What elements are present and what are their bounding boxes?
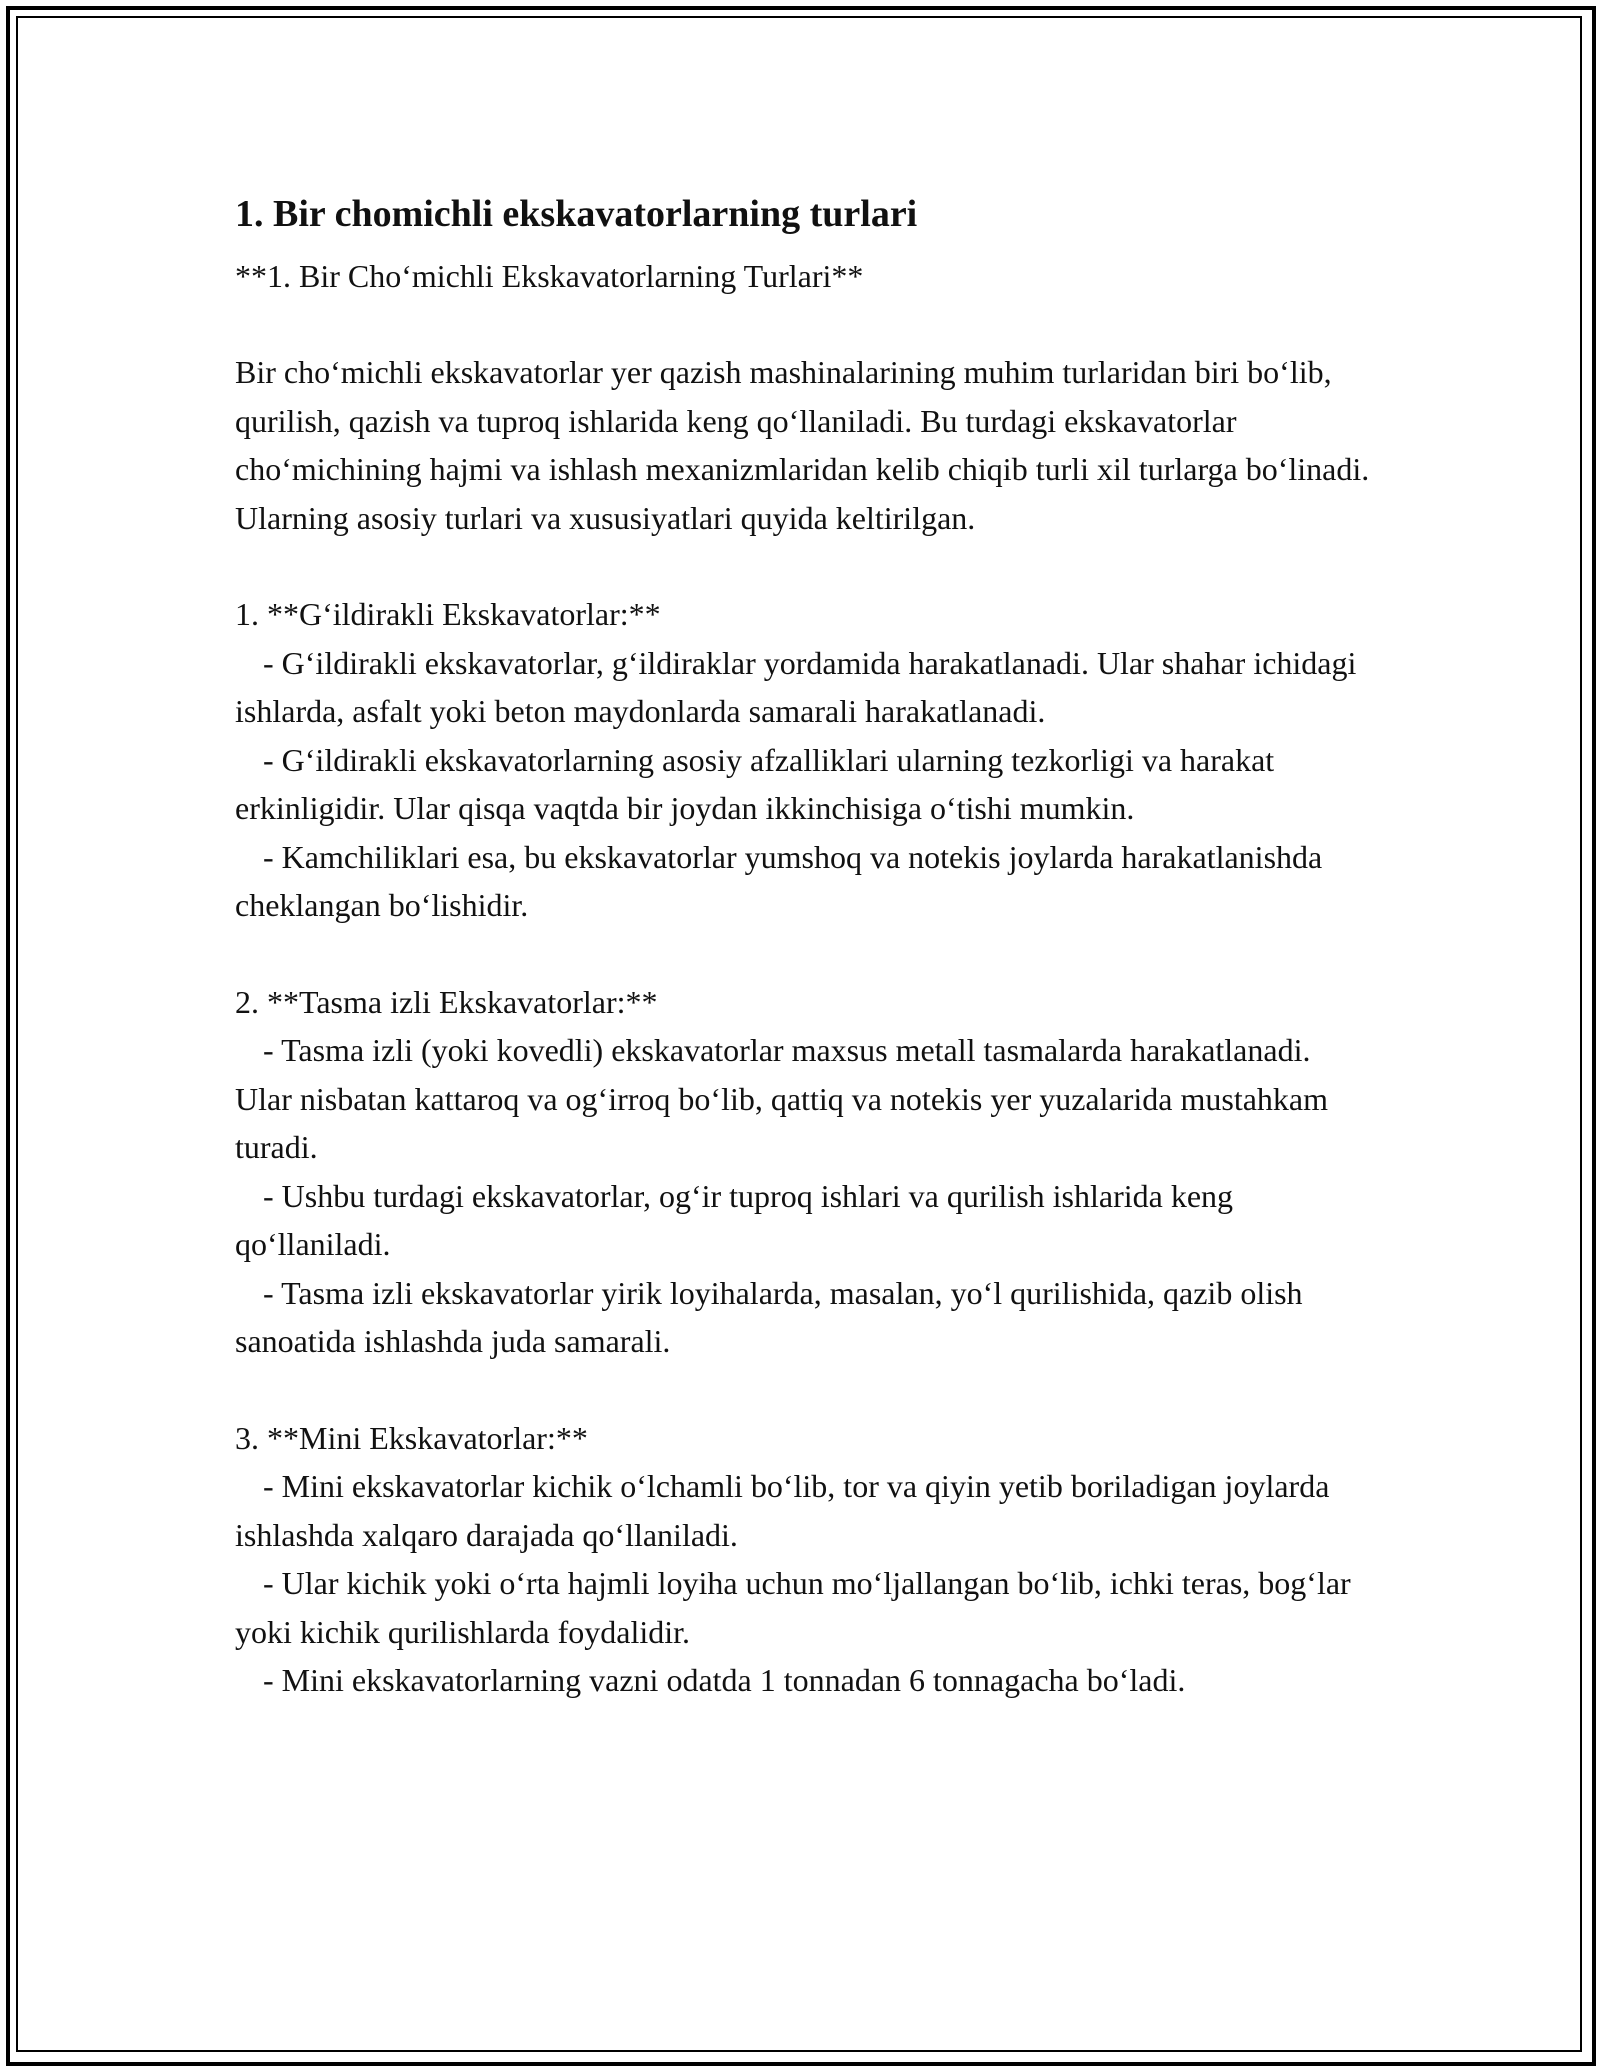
document-title: 1. Bir chomichli ekskavatorlarning turlari <box>235 193 918 235</box>
list-item: - Tasma izli (yoki kovedli) ekskavatorlar maxsus metall tasmalarda harakatlanadi. Ular nisbatan kattaroq va og‘irroq bo‘lib, qattiq va notekis yer yuzalarida mustahkam turadi. <box>235 1032 1328 1165</box>
document-subtitle: **1. Bir Cho‘michli Ekskavatorlarning Turlari** <box>235 258 864 294</box>
section-heading: 1. **G‘ildirakli Ekskavatorlar:** <box>235 596 661 632</box>
section-heading: 3. **Mini Ekskavatorlar:** <box>235 1419 588 1456</box>
list-item: - Ular kichik yoki o‘rta hajmli loyiha uchun mo‘ljallangan bo‘lib, ichki teras, bog‘lar yoki kichik qurilishlarda foydalidir. <box>235 1565 1351 1650</box>
section-wheeled-excavators <box>235 590 1375 930</box>
document-body <box>235 186 1375 1705</box>
section-tracked-excavators <box>235 978 1375 1366</box>
list-item: - G‘ildirakli ekskavatorlar, g‘ildiraklar yordamida harakatlanadi. Ular shahar ichidagi ishlarda, asfalt yoki beton maydonlarda samarali harakatlanadi. <box>235 644 1357 729</box>
section-heading: 2. **Tasma izli Ekskavatorlar:** <box>235 983 658 1020</box>
list-item: - Ushbu turdagi ekskavatorlar, og‘ir tuproq ishlari va qurilish ishlarida keng qo‘llaniladi. <box>235 1177 1234 1262</box>
intro-paragraph: Bir cho‘michli ekskavatorlar yer qazish mashinalarining muhim turlaridan biri bo‘lib, qurilish, qazish va tuproq ishlarida keng qo‘llaniladi. Bu turdagi ekskavatorlar cho‘michining hajmi va ishlash mexanizmlaridan kelib chiqib turli xil turlarga bo‘linadi. Ularning asosiy turlari va xususiyatlari quyida keltirilgan. <box>235 354 1370 536</box>
list-item: - G‘ildirakli ekskavatorlarning asosiy afzalliklari ularning tezkorligi va harakat erkinligidir. Ular qisqa vaqtda bir joydan ikkinchisiga o‘tishi mumkin. <box>235 741 1275 826</box>
list-item: - Mini ekskavatorlarning vazni odatda 1 tonnadan 6 tonnagacha bo‘ladi. <box>263 1662 1186 1698</box>
list-item: - Mini ekskavatorlar kichik o‘lchamli bo‘lib, tor va qiyin yetib boriladigan joylarda ishlashda xalqaro darajada qo‘llaniladi. <box>235 1468 1330 1553</box>
list-item: - Kamchiliklari esa, bu ekskavatorlar yumshoq va notekis joylarda harakatlanishda cheklangan bo‘lishidir. <box>235 838 1323 923</box>
list-item: - Tasma izli ekskavatorlar yirik loyihalarda, masalan, yo‘l qurilishida, qazib olish sanoatida ishlashda juda samarali. <box>235 1274 1303 1359</box>
section-mini-excavators <box>235 1414 1375 1705</box>
